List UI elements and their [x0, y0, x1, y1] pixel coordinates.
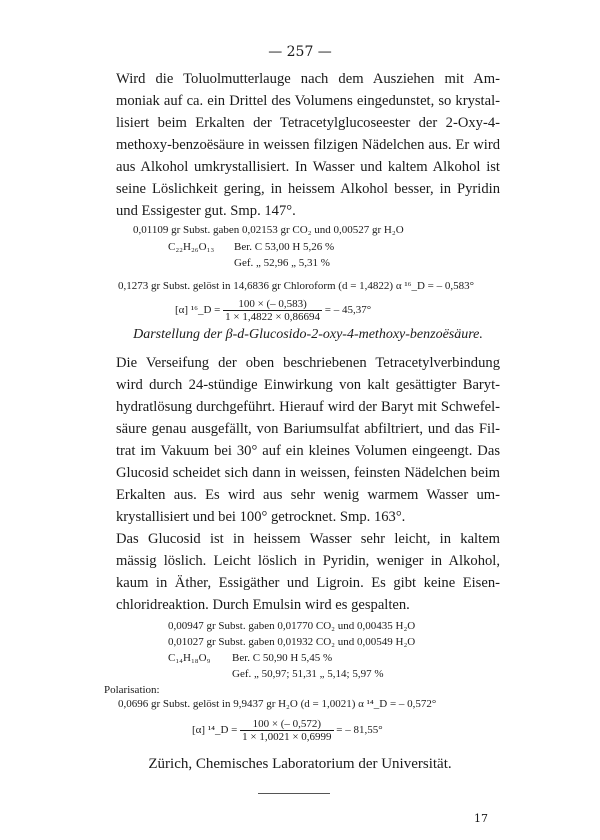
text-line: seine Löslichkeit gering, in heissem Alkohol besser, in Pyridin	[116, 181, 500, 197]
analysis1-ber: Ber. C 53,00 H 5,26 %	[234, 241, 335, 253]
fraction	[240, 718, 333, 743]
text-line: Das Glucosid ist in heissem Wasser sehr leicht, in kaltem	[116, 531, 500, 547]
rotation-result: = – 45,37°	[324, 304, 372, 317]
fraction	[223, 298, 322, 323]
analysis2-formula: C₁₄H₁₈O₉	[168, 652, 211, 664]
analysis1-rotation: 0,1273 gr Subst. gelöst in 14,6836 gr Chloroform (d = 1,4822) α ¹⁶_D = – 0,583°	[118, 280, 475, 292]
text-line: chloridreaktion. Durch Emulsin wird es gespalten.	[116, 597, 410, 613]
text-line: Glucosid scheidet sich dann in weissen, feinsten Nädelchen beim	[116, 465, 500, 481]
text-line: Erkalten aus. Es wird aus sehr wenig warmem Wasser um-	[116, 487, 500, 503]
text-line: krystallisiert und bei 100° getrocknet. Smp. 163°.	[116, 509, 406, 525]
analysis2-gef: Gef. „ 50,97; 51,31 „ 5,14; 5,97 %	[232, 668, 384, 680]
paragraph-2	[116, 352, 500, 528]
alpha-label: [α] ¹⁴_D =	[192, 724, 238, 737]
fraction-denominator: 1 × 1,0021 × 0,6999	[242, 731, 332, 743]
paragraph-3	[116, 528, 500, 616]
analysis1-line: 0,01109 gr Subst. gaben 0,02153 gr CO₂ und 0,00527 gr H₂O	[133, 224, 404, 236]
text-line: wird durch 24-stündige Einwirkung von kalt gesättigter Baryt-	[116, 377, 500, 393]
analysis1-gef: Gef. „ 52,96 „ 5,31 %	[234, 257, 330, 269]
specific-rotation-formula-2	[192, 718, 383, 743]
rotation-result: = – 81,55°	[336, 724, 383, 737]
text-line: Wird die Toluolmutterlauge nach dem Ausziehen mit Am-	[116, 71, 500, 87]
closing-line: Zürich, Chemisches Laboratorium der Universität.	[148, 756, 452, 772]
text-line: trat im Vakuum bei 30° auf ein kleines Volumen eingeengt. Das	[116, 443, 500, 459]
text-line: Die Verseifung der oben beschriebenen Tetracetylverbindung	[116, 355, 500, 371]
text-line: säure genau ausgefällt, von Bariumsulfat abfiltriert, und das Fil-	[116, 421, 500, 437]
fraction-numerator: 100 × (– 0,583)	[223, 298, 322, 311]
text-line: moniak auf ca. ein Drittel des Volumens eingedunstet, so krystal-	[116, 93, 500, 109]
text-line: und Essigester gut. Smp. 147°.	[116, 203, 296, 219]
page-number: — 257 —	[268, 44, 332, 60]
analysis2-rotation: 0,0696 gr Subst. gelöst in 9,9437 gr H₂O (d = 1,0021) α ¹⁴_D = – 0,572°	[118, 698, 437, 710]
section-heading: Darstellung der β-d-Glucosido-2-oxy-4-methoxy-benzoësäure.	[133, 327, 483, 342]
paragraph-1	[116, 68, 500, 222]
text-line: methoxy-benzoësäure in weissen filzigen Nädelchen aus. Er wird	[116, 137, 500, 153]
analysis2-line: 0,00947 gr Subst. gaben 0,01770 CO₂ und 0,00435 H₂O	[168, 620, 416, 632]
analysis1-formula: C₂₂H₂₆O₁₃	[168, 241, 215, 253]
fraction-denominator: 1 × 1,4822 × 0,86694	[225, 311, 321, 323]
specific-rotation-formula-1	[175, 298, 371, 323]
fraction-numerator: 100 × (– 0,572)	[240, 718, 333, 731]
text-line: kaum in Äther, Essigäther und Ligroin. Es gibt keine Eisen-	[116, 575, 500, 591]
text-line: aus Alkohol umkrystallisiert. In Wasser und kaltem Alkohol ist	[116, 159, 500, 175]
text-line: lisiert beim Erkalten der Tetracetylglucoseester der 2-Oxy-4-	[116, 115, 500, 131]
analysis2-line: 0,01027 gr Subst. gaben 0,01932 CO₂ und 0,00549 H₂O	[168, 636, 416, 648]
divider	[258, 793, 330, 794]
analysis2-ber: Ber. C 50,90 H 5,45 %	[232, 652, 333, 664]
text-line: mässig löslich. Leicht löslich in Pyridin, weniger in Alkohol,	[116, 553, 500, 569]
signature-mark: 17	[474, 812, 488, 825]
text-line: hydratlösung durchgeführt. Hierauf wird der Baryt mit Schwefel-	[116, 399, 500, 415]
polarisation-label: Polarisation:	[104, 684, 160, 696]
alpha-label: [α] ¹⁶_D =	[175, 304, 221, 317]
